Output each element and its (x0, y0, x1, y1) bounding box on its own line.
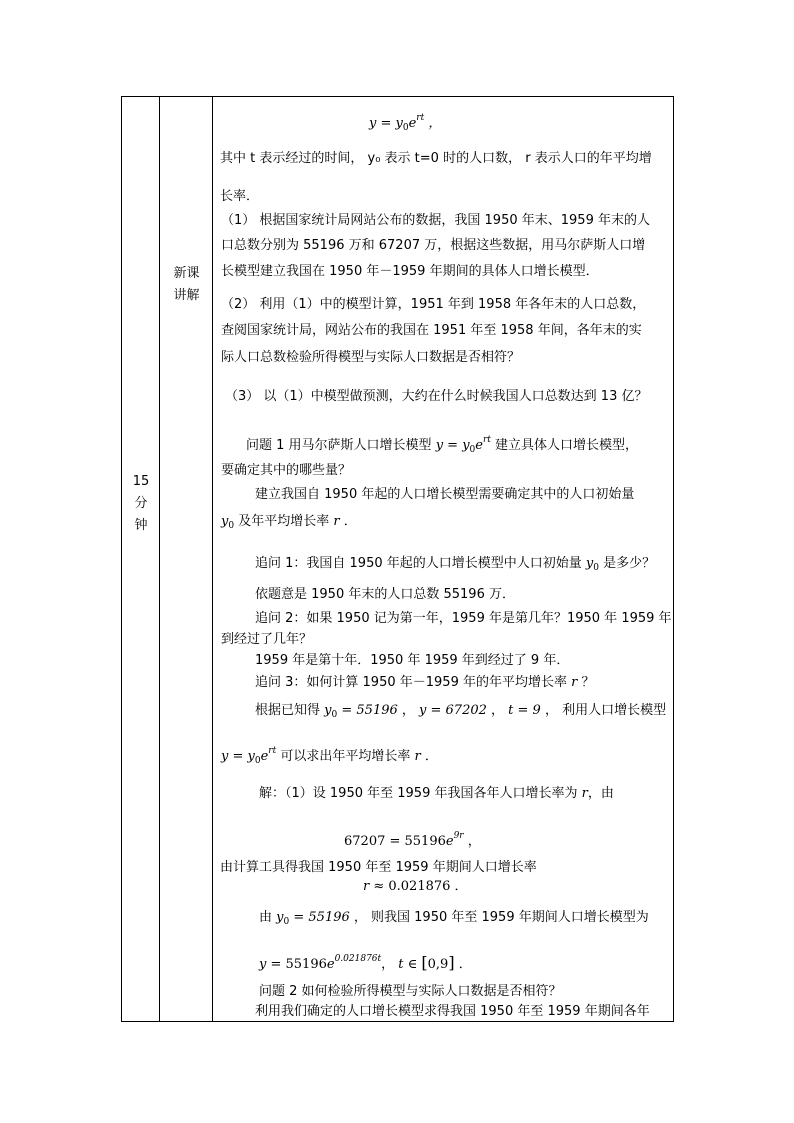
main-formula: $y = y_0e^{rt}$ ， (369, 113, 442, 133)
solution-r-value: r ≈ 0.021876 ． (363, 879, 468, 894)
time-unit: 分 (134, 496, 148, 511)
section-label: 讲解 (173, 288, 200, 303)
answer-line: 1959 年是第十年．1950 年 1959 年到经过了 9 年． (255, 653, 570, 668)
text-line: 长率． (220, 189, 260, 204)
question-3-line: （3） 以（1）中模型做预测，大约在什么时候我国人口总数达到 13 亿？ (225, 389, 648, 404)
question-2-line: （2） 利用（1）中的模型计算，1951 年到 1958 年各年末的人口总数， (221, 297, 646, 312)
follow-up-2: 追问 2：如果 1950 记为第一年，1959 年是第几年？1950 年 1959 年 (255, 611, 672, 626)
problem-2-line: 利用我们确定的人口增长模型求得我国 1950 年至 1959 年期间各年 (255, 1004, 650, 1019)
question-1-line: 口总数分别为 55196 万和 67207 万，根据这些数据，用马尔萨斯人口增 (221, 238, 646, 253)
solution-line: 由计算工具得我国 1950 年至 1959 年期间人口增长率 (220, 860, 537, 875)
section-label: 新课 (173, 266, 200, 281)
question-2-line: 查阅国家统计局，网站公布的我国在 1951 年至 1958 年间，各年末的实 (221, 323, 642, 338)
column-divider (212, 97, 213, 1021)
column-divider (159, 97, 160, 1021)
follow-up-2: 到经过了几年？ (221, 632, 313, 647)
problem-1-line: 要确定其中的哪些量？ (221, 463, 352, 478)
lesson-content (217, 97, 672, 1021)
solution-line: 由 $y_0 = 55196$ ， 则我国 1950 年至 1959 年期间人口增长模型为 (259, 910, 649, 927)
problem-2-line: 问题 2 如何检验所得模型与实际人口数据是否相符？ (259, 984, 562, 999)
time-cell (122, 471, 160, 537)
follow-up-3: 追问 3：如何计算 1950 年－1959 年的年平均增长率 r ？ (255, 675, 595, 690)
answer-line: 根据已知得 $y_0 = 55196$ ， y = 67202 ， t = 9 ， 利用人口增长模型 (255, 703, 667, 720)
solution-equation: $67207 = 55196e^{9r}$ ， (344, 831, 481, 849)
answer-line: 依题意是 1950 年末的人口总数 55196 万． (255, 587, 515, 602)
solution-line: 解：（1）设 1950 年至 1959 年我国各年人口增长率为 r，由 (259, 786, 614, 801)
problem-1-line: 问题 1 用马尔萨斯人口增长模型 $y = y_0e^{rt}$ 建立具体人口增长模型， (246, 435, 639, 455)
time-unit: 钟 (134, 518, 148, 533)
time-value: 15 (132, 474, 150, 489)
follow-up-1: 追问 1：我国自 1950 年起的人口增长模型中人口初始量 $y_0$ 是多少？ (255, 556, 656, 573)
text-line: 其中 t 表示经过的时间， y₀ 表示 t=0 时的人口数， r 表示人口的年平均增 (220, 151, 652, 166)
answer-line: 建立我国自 1950 年起的人口增长模型需要确定其中的人口初始量 (255, 487, 635, 502)
answer-line: $y = y_0e^{rt}$ 可以求出年平均增长率 r ． (221, 746, 438, 766)
question-1-line: （1） 根据国家统计局网站公布的数据，我国 1950 年末、1959 年末的人 (221, 213, 650, 228)
solution-model: $y = 55196e^{0.021876t}$， t ∈ [0,9] ． (259, 953, 472, 972)
lesson-table (121, 96, 674, 1022)
question-1-line: 长模型建立我国在 1950 年－1959 年期间的具体人口增长模型． (221, 264, 599, 279)
section-cell (160, 263, 213, 307)
question-2-line: 际人口总数检验所得模型与实际人口数据是否相符？ (221, 350, 521, 365)
answer-line: $y_0$ 及年平均增长率 r ． (221, 514, 357, 531)
